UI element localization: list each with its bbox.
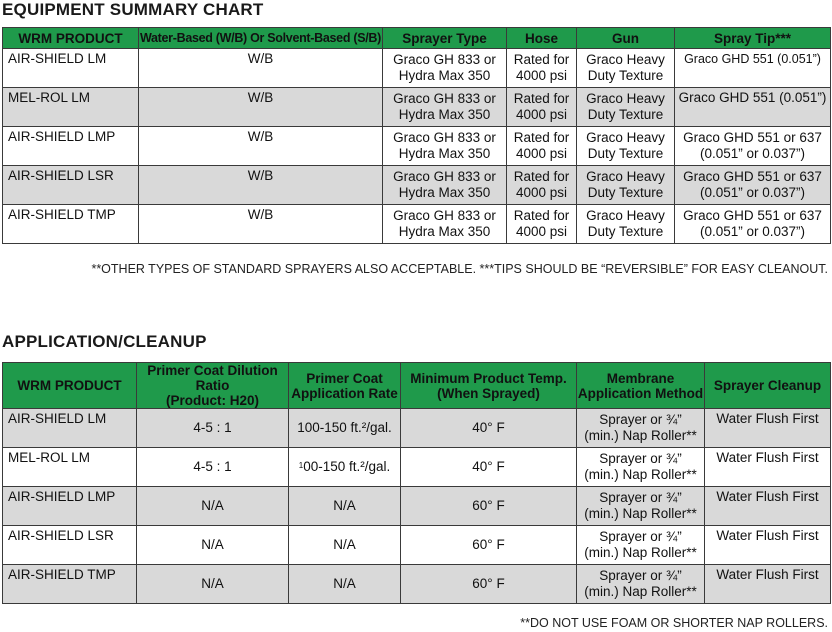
- tip-cell: [675, 88, 831, 127]
- gun-cell: [577, 127, 675, 166]
- equipment-table: [2, 27, 831, 244]
- equipment-title: EQUIPMENT SUMMARY CHART: [2, 0, 264, 19]
- tip-cell: [675, 205, 831, 244]
- method-line-2: (min.) Nap Roller**: [584, 428, 697, 443]
- temp-cell: 60° F: [401, 526, 577, 565]
- method-cell: [577, 448, 705, 487]
- hose-line-2: 4000 psi: [515, 224, 568, 239]
- sprayer-cell: [383, 88, 507, 127]
- gun-cell: [577, 205, 675, 244]
- header-line-2: (Product: H20): [165, 393, 259, 408]
- sprayer-line-1: Graco GH 833 or: [393, 91, 496, 106]
- table-row: [3, 448, 831, 487]
- hose-cell: [507, 205, 577, 244]
- product-cell: AIR-SHIELD LMP: [3, 127, 139, 166]
- method-cell: [577, 487, 705, 526]
- base-cell: W/B: [139, 127, 383, 166]
- product-cell: MEL-ROL LM: [3, 88, 139, 127]
- sprayer-line-2: Hydra Max 350: [398, 107, 491, 122]
- hose-line-1: Rated for: [513, 130, 570, 145]
- method-line-1: Sprayer or ¾”: [599, 412, 682, 427]
- hose-line-1: Rated for: [513, 52, 570, 67]
- base-cell: W/B: [139, 166, 383, 205]
- header-line-2: Application Method: [577, 385, 704, 401]
- product-cell: AIR-SHIELD LSR: [3, 526, 137, 565]
- temp-cell: 40° F: [401, 448, 577, 487]
- application-header-temp: [401, 363, 577, 409]
- method-line-1: Sprayer or ¾”: [599, 568, 682, 583]
- sprayer-cell: [383, 166, 507, 205]
- base-cell: W/B: [139, 88, 383, 127]
- method-cell: [577, 409, 705, 448]
- sprayer-line-1: Graco GH 833 or: [393, 130, 496, 145]
- hose-cell: [507, 166, 577, 205]
- sprayer-cell: [383, 127, 507, 166]
- hose-cell: [507, 88, 577, 127]
- header-line-2: Application Rate: [291, 385, 398, 401]
- gun-cell: [577, 88, 675, 127]
- dilution-cell: 4-5 : 1: [137, 448, 289, 487]
- tip-line-2: (0.051” or 0.037”): [699, 146, 806, 161]
- table-row: [3, 487, 831, 526]
- table-row: [3, 409, 831, 448]
- hose-cell: [507, 127, 577, 166]
- hose-line-2: 4000 psi: [515, 146, 568, 161]
- header-line-1: WRM PRODUCT: [17, 378, 122, 393]
- product-cell: MEL-ROL LM: [3, 448, 137, 487]
- tip-line-1: Graco GHD 551 or 637: [683, 130, 822, 145]
- application-header-dilution: [137, 363, 289, 409]
- sprayer-line-1: Graco GH 833 or: [393, 52, 496, 67]
- product-cell: AIR-SHIELD LMP: [3, 487, 137, 526]
- tip-line-1: Graco GHD 551 or 637: [683, 169, 822, 184]
- method-cell: [577, 565, 705, 604]
- gun-cell: [577, 166, 675, 205]
- equipment-footnote: **OTHER TYPES OF STANDARD SPRAYERS ALSO ACCEPTABLE. ***TIPS SHOULD BE “REVERSIBLE” FOR EASY CLEANOUT.: [91, 262, 828, 276]
- equipment-header-hose: Hose: [507, 28, 577, 49]
- method-line-2: (min.) Nap Roller**: [584, 584, 697, 599]
- header-line-1: Membrane: [606, 370, 675, 386]
- rate-cell: [289, 448, 401, 487]
- equipment-header-row: [3, 28, 831, 49]
- rate-value: 00-150 ft.²/gal.: [303, 459, 391, 474]
- gun-line-2: Duty Texture: [587, 107, 664, 122]
- gun-line-1: Graco Heavy: [586, 52, 665, 67]
- sprayer-line-2: Hydra Max 350: [398, 185, 491, 200]
- dilution-cell: N/A: [137, 487, 289, 526]
- table-row: [3, 88, 831, 127]
- method-line-2: (min.) Nap Roller**: [584, 467, 697, 482]
- product-cell: AIR-SHIELD TMP: [3, 565, 137, 604]
- rate-cell: [289, 487, 401, 526]
- sprayer-line-2: Hydra Max 350: [398, 146, 491, 161]
- sprayer-cell: [383, 205, 507, 244]
- rate-cell: [289, 526, 401, 565]
- application-title: APPLICATION/CLEANUP: [2, 332, 207, 351]
- gun-line-2: Duty Texture: [587, 146, 664, 161]
- equipment-header-gun: Gun: [577, 28, 675, 49]
- hose-line-2: 4000 psi: [515, 185, 568, 200]
- header-line-1: Sprayer Cleanup: [713, 378, 822, 393]
- hose-line-1: Rated for: [513, 169, 570, 184]
- table-row: [3, 205, 831, 244]
- cleanup-cell: Water Flush First: [705, 487, 831, 526]
- gun-line-1: Graco Heavy: [586, 208, 665, 223]
- header-line-1: Minimum Product Temp.: [410, 370, 567, 386]
- rate-value: N/A: [333, 537, 356, 552]
- tip-cell: [675, 166, 831, 205]
- sprayer-cell: [383, 49, 507, 88]
- method-line-2: (min.) Nap Roller**: [584, 545, 697, 560]
- hose-cell: [507, 49, 577, 88]
- method-line-1: Sprayer or ¾”: [599, 529, 682, 544]
- table-row: [3, 49, 831, 88]
- table-row: [3, 166, 831, 205]
- product-cell: AIR-SHIELD LSR: [3, 166, 139, 205]
- header-line-1: Primer Coat: [306, 370, 383, 386]
- temp-cell: 60° F: [401, 565, 577, 604]
- hose-line-1: Rated for: [513, 91, 570, 106]
- method-cell: [577, 526, 705, 565]
- gun-line-2: Duty Texture: [587, 224, 664, 239]
- rate-value: N/A: [333, 498, 356, 513]
- base-cell: W/B: [139, 49, 383, 88]
- application-header-rate: [289, 363, 401, 409]
- dilution-cell: 4-5 : 1: [137, 409, 289, 448]
- sprayer-line-1: Graco GH 833 or: [393, 169, 496, 184]
- rate-cell: [289, 409, 401, 448]
- tip-cell: [675, 127, 831, 166]
- tip-line-2: (0.051” or 0.037”): [699, 224, 806, 239]
- equipment-header-base: Water-Based (W/B) Or Solvent-Based (S/B): [139, 28, 383, 49]
- sprayer-line-2: Hydra Max 350: [398, 68, 491, 83]
- cleanup-cell: Water Flush First: [705, 409, 831, 448]
- product-cell: AIR-SHIELD LM: [3, 49, 139, 88]
- gun-line-2: Duty Texture: [587, 185, 664, 200]
- gun-line-1: Graco Heavy: [586, 130, 665, 145]
- application-footnote: **DO NOT USE FOAM OR SHORTER NAP ROLLERS.: [520, 616, 828, 630]
- cleanup-cell: Water Flush First: [705, 448, 831, 487]
- application-header-method: [577, 363, 705, 409]
- table-row: [3, 565, 831, 604]
- sprayer-line-1: Graco GH 833 or: [393, 208, 496, 223]
- tip-line-1: Graco GHD 551 (0.051”): [678, 90, 827, 105]
- tip-line-1: Graco GHD 551 (0.051”): [684, 52, 821, 66]
- method-line-1: Sprayer or ¾”: [599, 451, 682, 466]
- equipment-header-product: WRM PRODUCT: [3, 28, 139, 49]
- cleanup-cell: Water Flush First: [705, 565, 831, 604]
- product-cell: AIR-SHIELD TMP: [3, 205, 139, 244]
- header-line-1: Primer Coat Dilution Ratio: [147, 363, 278, 393]
- dilution-cell: N/A: [137, 565, 289, 604]
- method-line-2: (min.) Nap Roller**: [584, 506, 697, 521]
- gun-line-2: Duty Texture: [587, 68, 664, 83]
- temp-cell: 40° F: [401, 409, 577, 448]
- application-header-row: [3, 363, 831, 409]
- table-row: [3, 127, 831, 166]
- rate-value: N/A: [333, 576, 356, 591]
- application-header-cleanup: [705, 363, 831, 409]
- gun-line-1: Graco Heavy: [586, 91, 665, 106]
- hose-line-2: 4000 psi: [515, 107, 568, 122]
- hose-line-1: Rated for: [513, 208, 570, 223]
- gun-cell: [577, 49, 675, 88]
- equipment-header-tip: Spray Tip***: [675, 28, 831, 49]
- gun-line-1: Graco Heavy: [586, 169, 665, 184]
- base-cell: W/B: [139, 205, 383, 244]
- tip-cell: [675, 49, 831, 88]
- tip-line-2: (0.051” or 0.037”): [699, 185, 806, 200]
- sprayer-line-2: Hydra Max 350: [398, 224, 491, 239]
- equipment-header-sprayer: Sprayer Type: [383, 28, 507, 49]
- dilution-cell: N/A: [137, 526, 289, 565]
- application-header-product: [3, 363, 137, 409]
- rate-mark: 1: [298, 461, 304, 470]
- product-cell: AIR-SHIELD LM: [3, 409, 137, 448]
- tip-line-1: Graco GHD 551 or 637: [683, 208, 822, 223]
- application-table: [2, 362, 831, 604]
- temp-cell: 60° F: [401, 487, 577, 526]
- rate-value: 100-150 ft.²/gal.: [297, 420, 392, 435]
- header-line-2: (When Sprayed): [437, 385, 540, 401]
- table-row: [3, 526, 831, 565]
- hose-line-2: 4000 psi: [515, 68, 568, 83]
- method-line-1: Sprayer or ¾”: [599, 490, 682, 505]
- cleanup-cell: Water Flush First: [705, 526, 831, 565]
- rate-cell: [289, 565, 401, 604]
